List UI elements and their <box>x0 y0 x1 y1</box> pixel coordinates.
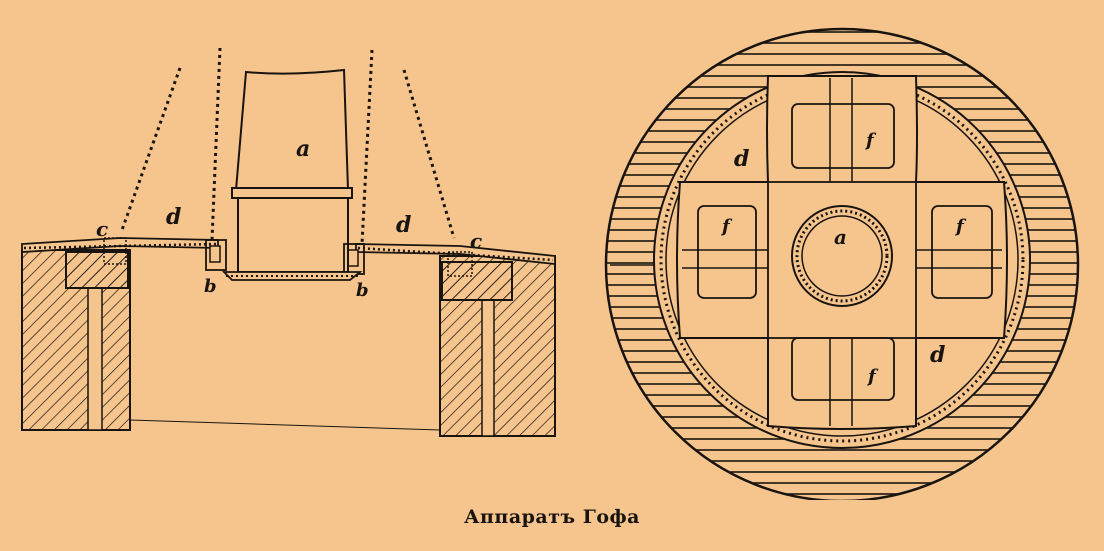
label-d-left: d <box>166 204 182 230</box>
chain-outer-right <box>404 70 454 238</box>
label-f-right: f <box>956 216 964 237</box>
label-a: a <box>296 136 311 162</box>
pipe-a <box>224 70 360 280</box>
label-b-right: b <box>356 280 369 301</box>
label-f-left: f <box>722 216 730 237</box>
figure-caption: Аппаратъ Гофа <box>464 506 640 528</box>
plan-view <box>600 25 1090 500</box>
central-tube <box>792 206 892 306</box>
chain-inner-right <box>362 50 372 244</box>
label-f-bottom: f <box>868 366 876 387</box>
right-wall <box>440 256 555 436</box>
label-c-left: c <box>96 217 109 241</box>
label-d-right: d <box>396 212 412 238</box>
label-d-top-left: d <box>734 146 750 172</box>
label-c-right: c <box>470 229 483 253</box>
label-d-bottom-right: d <box>930 342 946 368</box>
section-view <box>22 48 555 436</box>
label-f-top: f <box>866 130 874 151</box>
label-b-left: b <box>204 276 217 297</box>
label-center: a <box>834 225 847 249</box>
chain-inner-left <box>212 48 220 240</box>
left-wall <box>22 250 130 430</box>
opening-bottom <box>130 420 440 430</box>
